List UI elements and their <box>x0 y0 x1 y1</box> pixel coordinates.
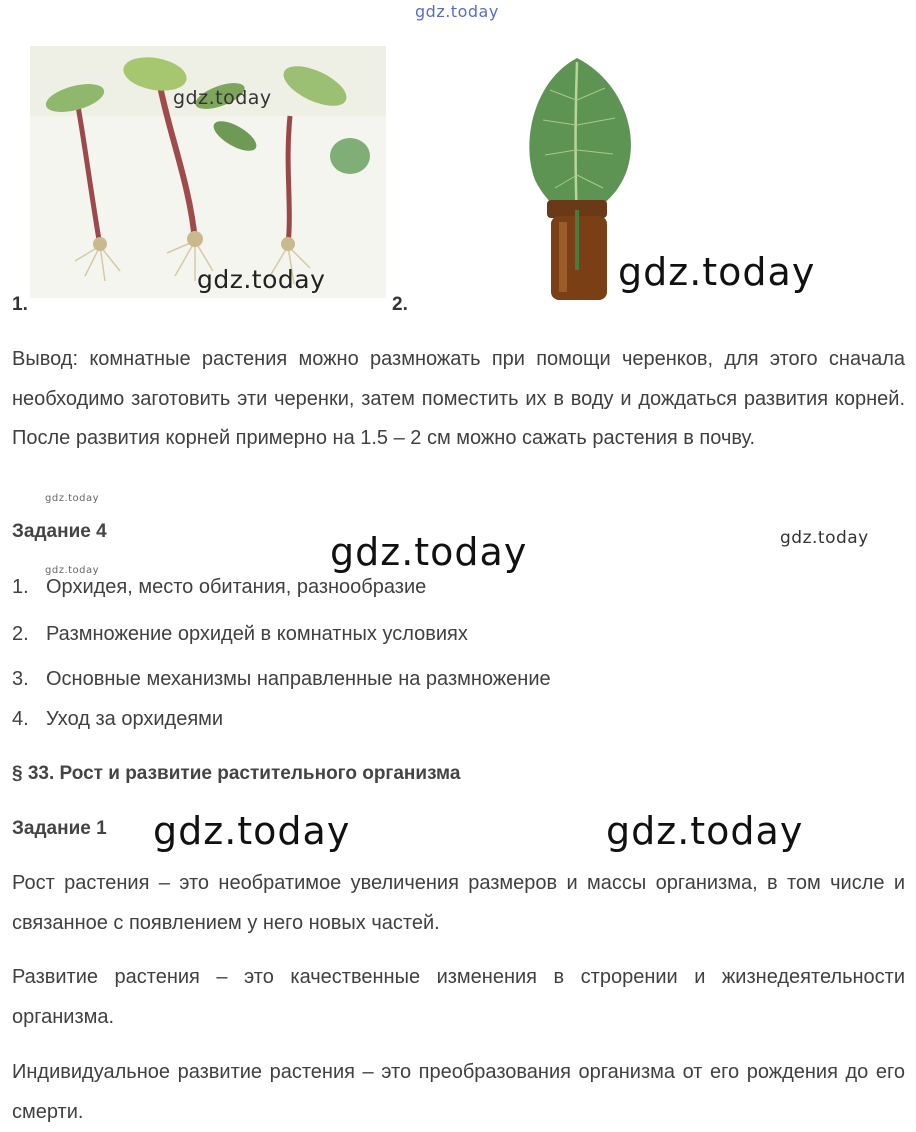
list-number: 3. <box>12 668 29 690</box>
figure-1-label: 1. <box>12 294 28 315</box>
watermark-row-right: gdz.today <box>606 809 804 853</box>
watermark-photo1-b: gdz.today <box>197 265 326 294</box>
list-number: 2. <box>12 623 29 645</box>
task4-item-4 <box>12 708 223 731</box>
list-text: Орхидея, место обитания, разнообразие <box>46 576 427 598</box>
figure-2-label: 2. <box>392 294 408 315</box>
watermark-small-2: gdz.today <box>45 565 100 576</box>
task4-item-3 <box>12 668 551 691</box>
watermark-row-left: gdz.today <box>153 809 351 853</box>
watermark-right: gdz.today <box>780 528 869 548</box>
watermark-photo2: gdz.today <box>618 250 816 294</box>
task4-item-1 <box>12 576 426 599</box>
watermark-center: gdz.today <box>330 530 528 574</box>
list-text: Уход за орхидеями <box>46 708 224 730</box>
development-definition: Развитие растения – это качественные изменения в строрении и жизнедеятельности организма. <box>12 966 905 1028</box>
list-text: Размножение орхидей в комнатных условиях <box>46 623 468 645</box>
individual-development-definition: Индивидуальное развитие растения – это преобразования организма от его рождения до его смерти. <box>12 1061 905 1123</box>
section33-heading: § 33. Рост и развитие растительного организма <box>12 763 461 784</box>
list-number: 4. <box>12 708 29 730</box>
watermark-small-1: gdz.today <box>45 493 100 504</box>
watermark-top: gdz.today <box>415 2 499 21</box>
growth-definition: Рост растения – это необратимое увеличения размеров и массы организма, в том числе и связанное с появлением у него новых частей. <box>12 872 905 934</box>
cuttings-photo <box>30 46 386 298</box>
task4-item-2 <box>12 623 468 646</box>
task1-heading: Задание 1 <box>12 818 107 839</box>
watermark-photo1-a: gdz.today <box>173 87 272 109</box>
task4-heading: Задание 4 <box>12 521 107 542</box>
list-number: 1. <box>12 576 29 598</box>
list-text: Основные механизмы направленные на размножение <box>46 668 551 690</box>
conclusion-paragraph: Вывод: комнатные растения можно размножать при помощи черенков, для этого сначала необходимо заготовить эти черенки, затем поместить их в воду и дождаться развития корней. После развития корней примерно на 1.5 – 2 см можно сажать растения в почву. <box>12 348 905 449</box>
